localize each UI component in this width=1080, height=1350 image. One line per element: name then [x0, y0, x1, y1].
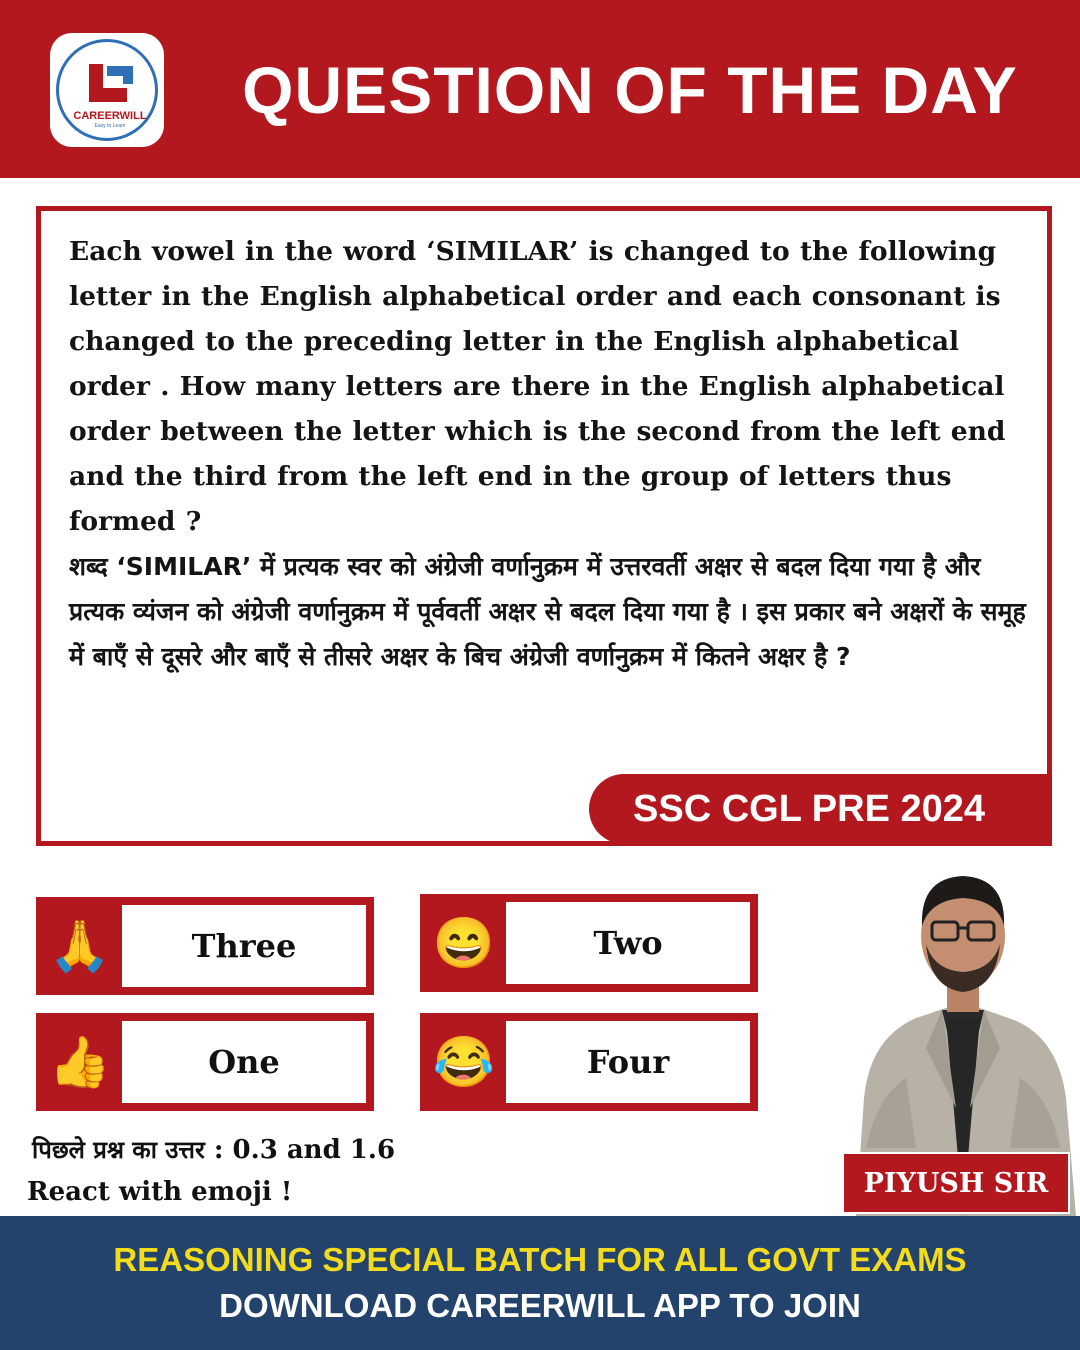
logo-text: CAREERWILL — [73, 110, 147, 122]
teacher-nameplate — [842, 1152, 1070, 1214]
option-label-box — [506, 902, 750, 984]
option-a[interactable] — [36, 897, 374, 995]
option-label: One — [208, 1043, 280, 1081]
option-label-box — [506, 1021, 750, 1103]
previous-answer-label: पिछले प्रश्न का उत्तर — [32, 1136, 205, 1164]
question-text — [69, 229, 1029, 679]
option-d[interactable] — [420, 1013, 758, 1111]
thumbs-up-icon: 👍 — [48, 1033, 112, 1091]
grinning-face-icon: 😄 — [432, 914, 496, 972]
previous-answer — [32, 1130, 395, 1170]
logo-ring — [56, 39, 158, 141]
option-label-box — [122, 905, 366, 987]
option-label: Four — [586, 1043, 670, 1081]
page-title: QUESTION OF THE DAY — [242, 53, 1018, 127]
careerwill-logo — [50, 33, 164, 147]
exam-tag-label: SSC CGL PRE 2024 — [633, 788, 986, 830]
react-prompt: React with emoji ! — [27, 1177, 293, 1207]
exam-tag — [589, 774, 1047, 844]
footer-banner — [0, 1216, 1080, 1350]
teacher-name: PIYUSH SIR — [863, 1168, 1049, 1199]
tears-of-joy-icon: 😂 — [432, 1033, 496, 1091]
question-hindi: शब्द ‘SIMILAR’ में प्रत्यक स्वर को अंग्रेजी वर्णानुक्रम में उत्तरवर्ती अक्षर से बदल दिया गया है और प्रत्यक व्यंजन को अंग्रेजी वर्णानुक्रम में पूर्ववर्ती अक्षर से बदल दिया गया है । इस प्रकार बने अक्षरों के समूह में बाएँ से दूसरे और बाएँ से तीसरे अक्षर के बिच अंग्रेजी वर्णानुक्रम में कितने अक्षर है ? — [69, 552, 1026, 671]
previous-answer-value: : 0.3 and 1.6 — [204, 1135, 396, 1165]
logo-tagline: Easy to Learn — [94, 123, 126, 129]
option-label: Three — [191, 927, 297, 965]
header-banner — [0, 0, 1080, 178]
question-box — [36, 206, 1052, 846]
footer-line-2: DOWNLOAD CAREERWILL APP TO JOIN — [219, 1287, 861, 1324]
footer-line-1: REASONING SPECIAL BATCH FOR ALL GOVT EXAMS — [113, 1241, 967, 1278]
question-english: Each vowel in the word ‘SIMILAR’ is changed to the following letter in the English alphabetical order and each consonant is changed to the preceding letter in the English alphabetical order . How many letters are there in the English alphabetical order between the letter which is the second from the left end and the third from the left end in the group of letters thus formed ? — [69, 236, 1006, 537]
option-b[interactable] — [420, 894, 758, 992]
option-c[interactable] — [36, 1013, 374, 1111]
option-label-box — [122, 1021, 366, 1103]
logo-mark-icon — [87, 62, 135, 106]
folded-hands-icon: 🙏 — [48, 917, 112, 975]
option-label: Two — [593, 924, 663, 962]
